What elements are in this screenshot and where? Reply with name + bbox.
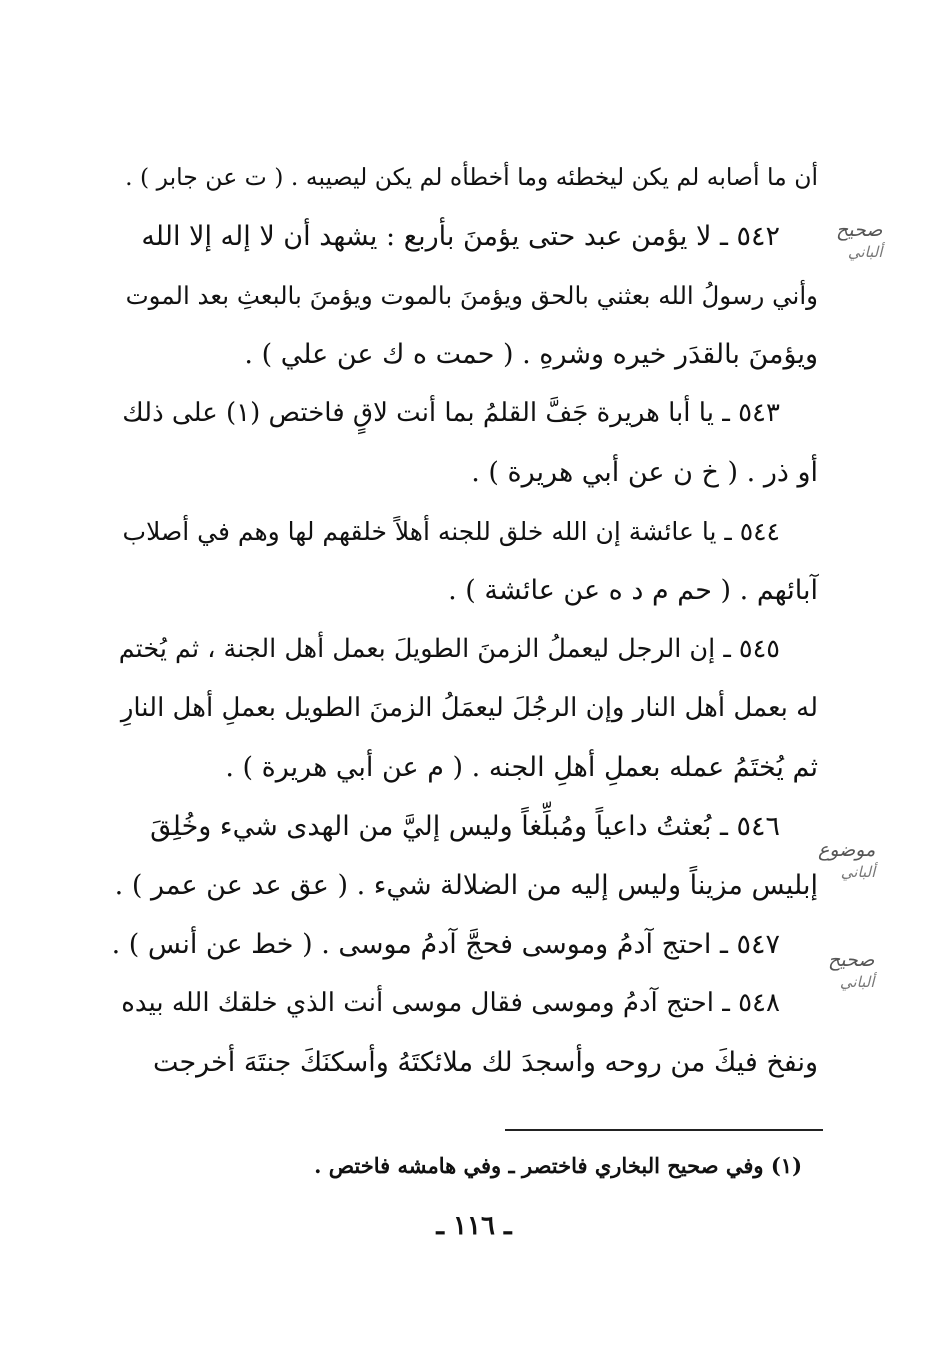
main-text-block: [112, 148, 818, 1092]
margin-note-mawdu-546: [818, 838, 875, 882]
hadith-548-line-1: ٥٤٨ ـ احتج آدمُ وموسى فقال موسى أنت الذي خلقك الله بيده: [121, 988, 780, 1018]
hadith-542-line-1: ٥٤٢ ـ لا يؤمن عبد حتى يؤمنَ بأربع : يشهد أن لا إله إلا الله: [141, 221, 780, 252]
margin-note-source: ألباني: [839, 973, 875, 991]
hadith-542-line-3: ويؤمنَ بالقدَر خيره وشرهِ . ( حمت ه ك عن علي ) .: [244, 339, 818, 370]
hadith-545-line-3: ثم يُختَمُ عمله بعملِ أهلِ الجنه . ( م عن أبي هريرة ) .: [225, 752, 818, 783]
margin-note-sahih-542: [836, 218, 882, 262]
hadith-546-line-1: ٥٤٦ ـ بُعثتُ داعياً ومُبلِّغاً وليس إليَّ من الهدى شيء وخُلِقَ: [150, 811, 780, 842]
margin-note-grade: صحيح: [828, 949, 875, 971]
margin-note-grade: موضوع: [818, 839, 876, 861]
hadith-548-line-2: ونفخ فيكَ من روحه وأسجدَ لك ملائكتَهُ وأسكنَكَ جنتَهَ أخرجت: [152, 1047, 818, 1078]
page-number: ـ ١١٦ ـ: [436, 1211, 512, 1241]
hadith-545-line-2: له بعمل أهل النار وإن الرجُلَ ليعمَلُ الزمنَ الطويل بعملِ أهل النارِ: [120, 693, 818, 723]
hadith-545-line-1: ٥٤٥ ـ إن الرجل ليعملُ الزمنَ الطويلَ بعمل أهل الجنة ، ثم يُختم: [118, 634, 780, 664]
text-line-1: أن ما أصابه لم يكن ليخطئه وما أخطأه لم يكن ليصيبه . ( ت عن جابر ) .: [125, 163, 818, 191]
hadith-547-line-1: ٥٤٧ ـ احتج آدمُ وموسى فحجَّ آدمُ موسى . ( خط عن أنس ) .: [111, 929, 780, 960]
hadith-543-line-2: أو ذر . ( خ ن عن أبي هريرة ) .: [471, 457, 818, 488]
hadith-544-line-2: آبائهم . ( حم م د ه عن عائشة ) .: [448, 575, 818, 606]
margin-note-sahih-547: [828, 948, 874, 992]
hadith-543-line-1: ٥٤٣ ـ يا أبا هريرة جَفَّ القلمُ بما أنت لاقٍ فاختص (١) على ذلك: [122, 398, 780, 428]
footnote: (١) وفي صحيح البخاري فاختصر ـ وفي هامشه فاختص .: [314, 1153, 802, 1178]
hadith-546-line-2: إبليس مزيناً وليس إليه من الضلالة شيء . ( عق عد عن عمر ) .: [114, 870, 818, 901]
footnote-divider: [505, 1129, 823, 1131]
margin-note-source: ألباني: [847, 243, 883, 261]
hadith-542-line-2: وأني رسولُ الله بعثني بالحق ويؤمنَ بالموت ويؤمنَ بالبعثِ بعد الموت: [125, 281, 818, 310]
hadith-544-line-1: ٥٤٤ ـ يا عائشة إن الله خلق للجنه أهلاً خلقهم لها وهم في أصلاب: [122, 517, 780, 546]
margin-note-grade: صحيح: [836, 219, 883, 241]
margin-note-source: ألباني: [840, 863, 876, 881]
